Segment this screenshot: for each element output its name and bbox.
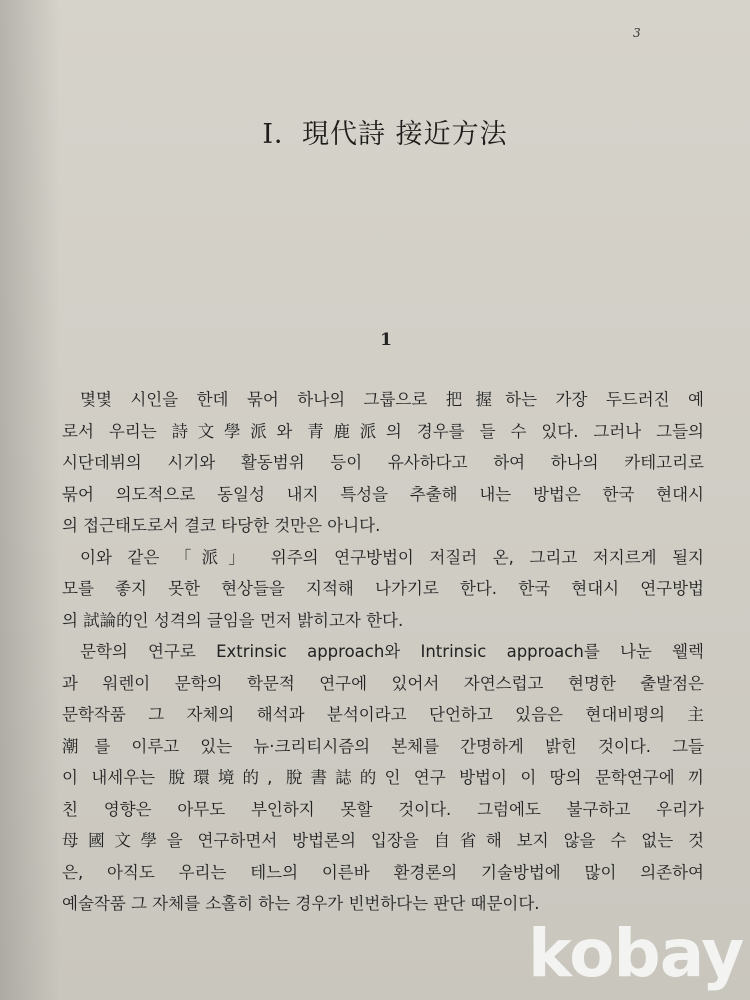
text-line: 친 영향은 아무도 부인하지 못할 것이다. 그럼에도 불구하고 우리가 <box>62 799 704 819</box>
text-line: 의 試論的인 성격의 글임을 먼저 밝히고자 한다. <box>62 610 404 630</box>
text-line: 시단데뷔의 시기와 활동범위 등이 유사하다고 하여 하나의 카테고리로 <box>62 453 704 472</box>
text-line: 예술작품 그 자체를 소홀히 하는 경우가 빈번하다는 판단 때문이다. <box>62 894 540 913</box>
text-line: 문학작품 그 자체의 해석과 분석이라고 단언하고 있음은 현대비평의 主 <box>62 705 704 724</box>
paragraph-3 <box>62 636 704 920</box>
text-line: 문학의 연구로 Extrinsic approach와 Intrinsic approach를 나눈 웰렉 <box>80 642 704 661</box>
page-number: 3 <box>633 26 641 40</box>
chapter-title: I．現代詩 接近方法 <box>262 119 508 150</box>
text-line: 묶어 의도적으로 동일성 내지 특성을 추출해 내는 방법은 한국 현대시 <box>62 484 704 504</box>
text-line: 潮를 이루고 있는 뉴·크리티시즘의 본체를 간명하게 밝힌 것이다. 그들 <box>62 736 704 756</box>
paragraph-1 <box>62 384 704 542</box>
text-line: 모를 좋지 못한 현상들을 지적해 나가기로 한다. 한국 현대시 연구방법 <box>62 579 704 598</box>
section-number: 1 <box>380 330 392 350</box>
text-line: 과 워렌이 문학의 학문적 연구에 있어서 자연스럽고 현명한 출발점은 <box>62 673 704 693</box>
body-text <box>62 384 704 920</box>
text-line: 이 내세우는 脫環境的, 脫書誌的인 연구 방법이 이 땅의 문학연구에 끼 <box>62 768 704 787</box>
text-line: 로서 우리는 詩文學派와 青鹿派의 경우를 들 수 있다. 그러나 그들의 <box>62 421 704 441</box>
text-line: 은, 아직도 우리는 테느의 이른바 환경론의 기술방법에 많이 의존하여 <box>62 862 704 882</box>
watermark-logo: kobay <box>528 915 744 992</box>
text-line: 母國文學을 연구하면서 방법론의 입장을 自省해 보지 않을 수 없는 것 <box>62 831 704 850</box>
text-line: 몇몇 시인을 한데 묶어 하나의 그룹으로 把握하는 가장 두드러진 예 <box>80 390 704 409</box>
text-line: 의 접근태도로서 결코 타당한 것만은 아니다. <box>62 516 381 535</box>
text-line: 이와 같은 「派」 위주의 연구방법이 저질러 온, 그리고 저지르게 될지 <box>80 547 704 567</box>
paragraph-2 <box>62 542 704 637</box>
